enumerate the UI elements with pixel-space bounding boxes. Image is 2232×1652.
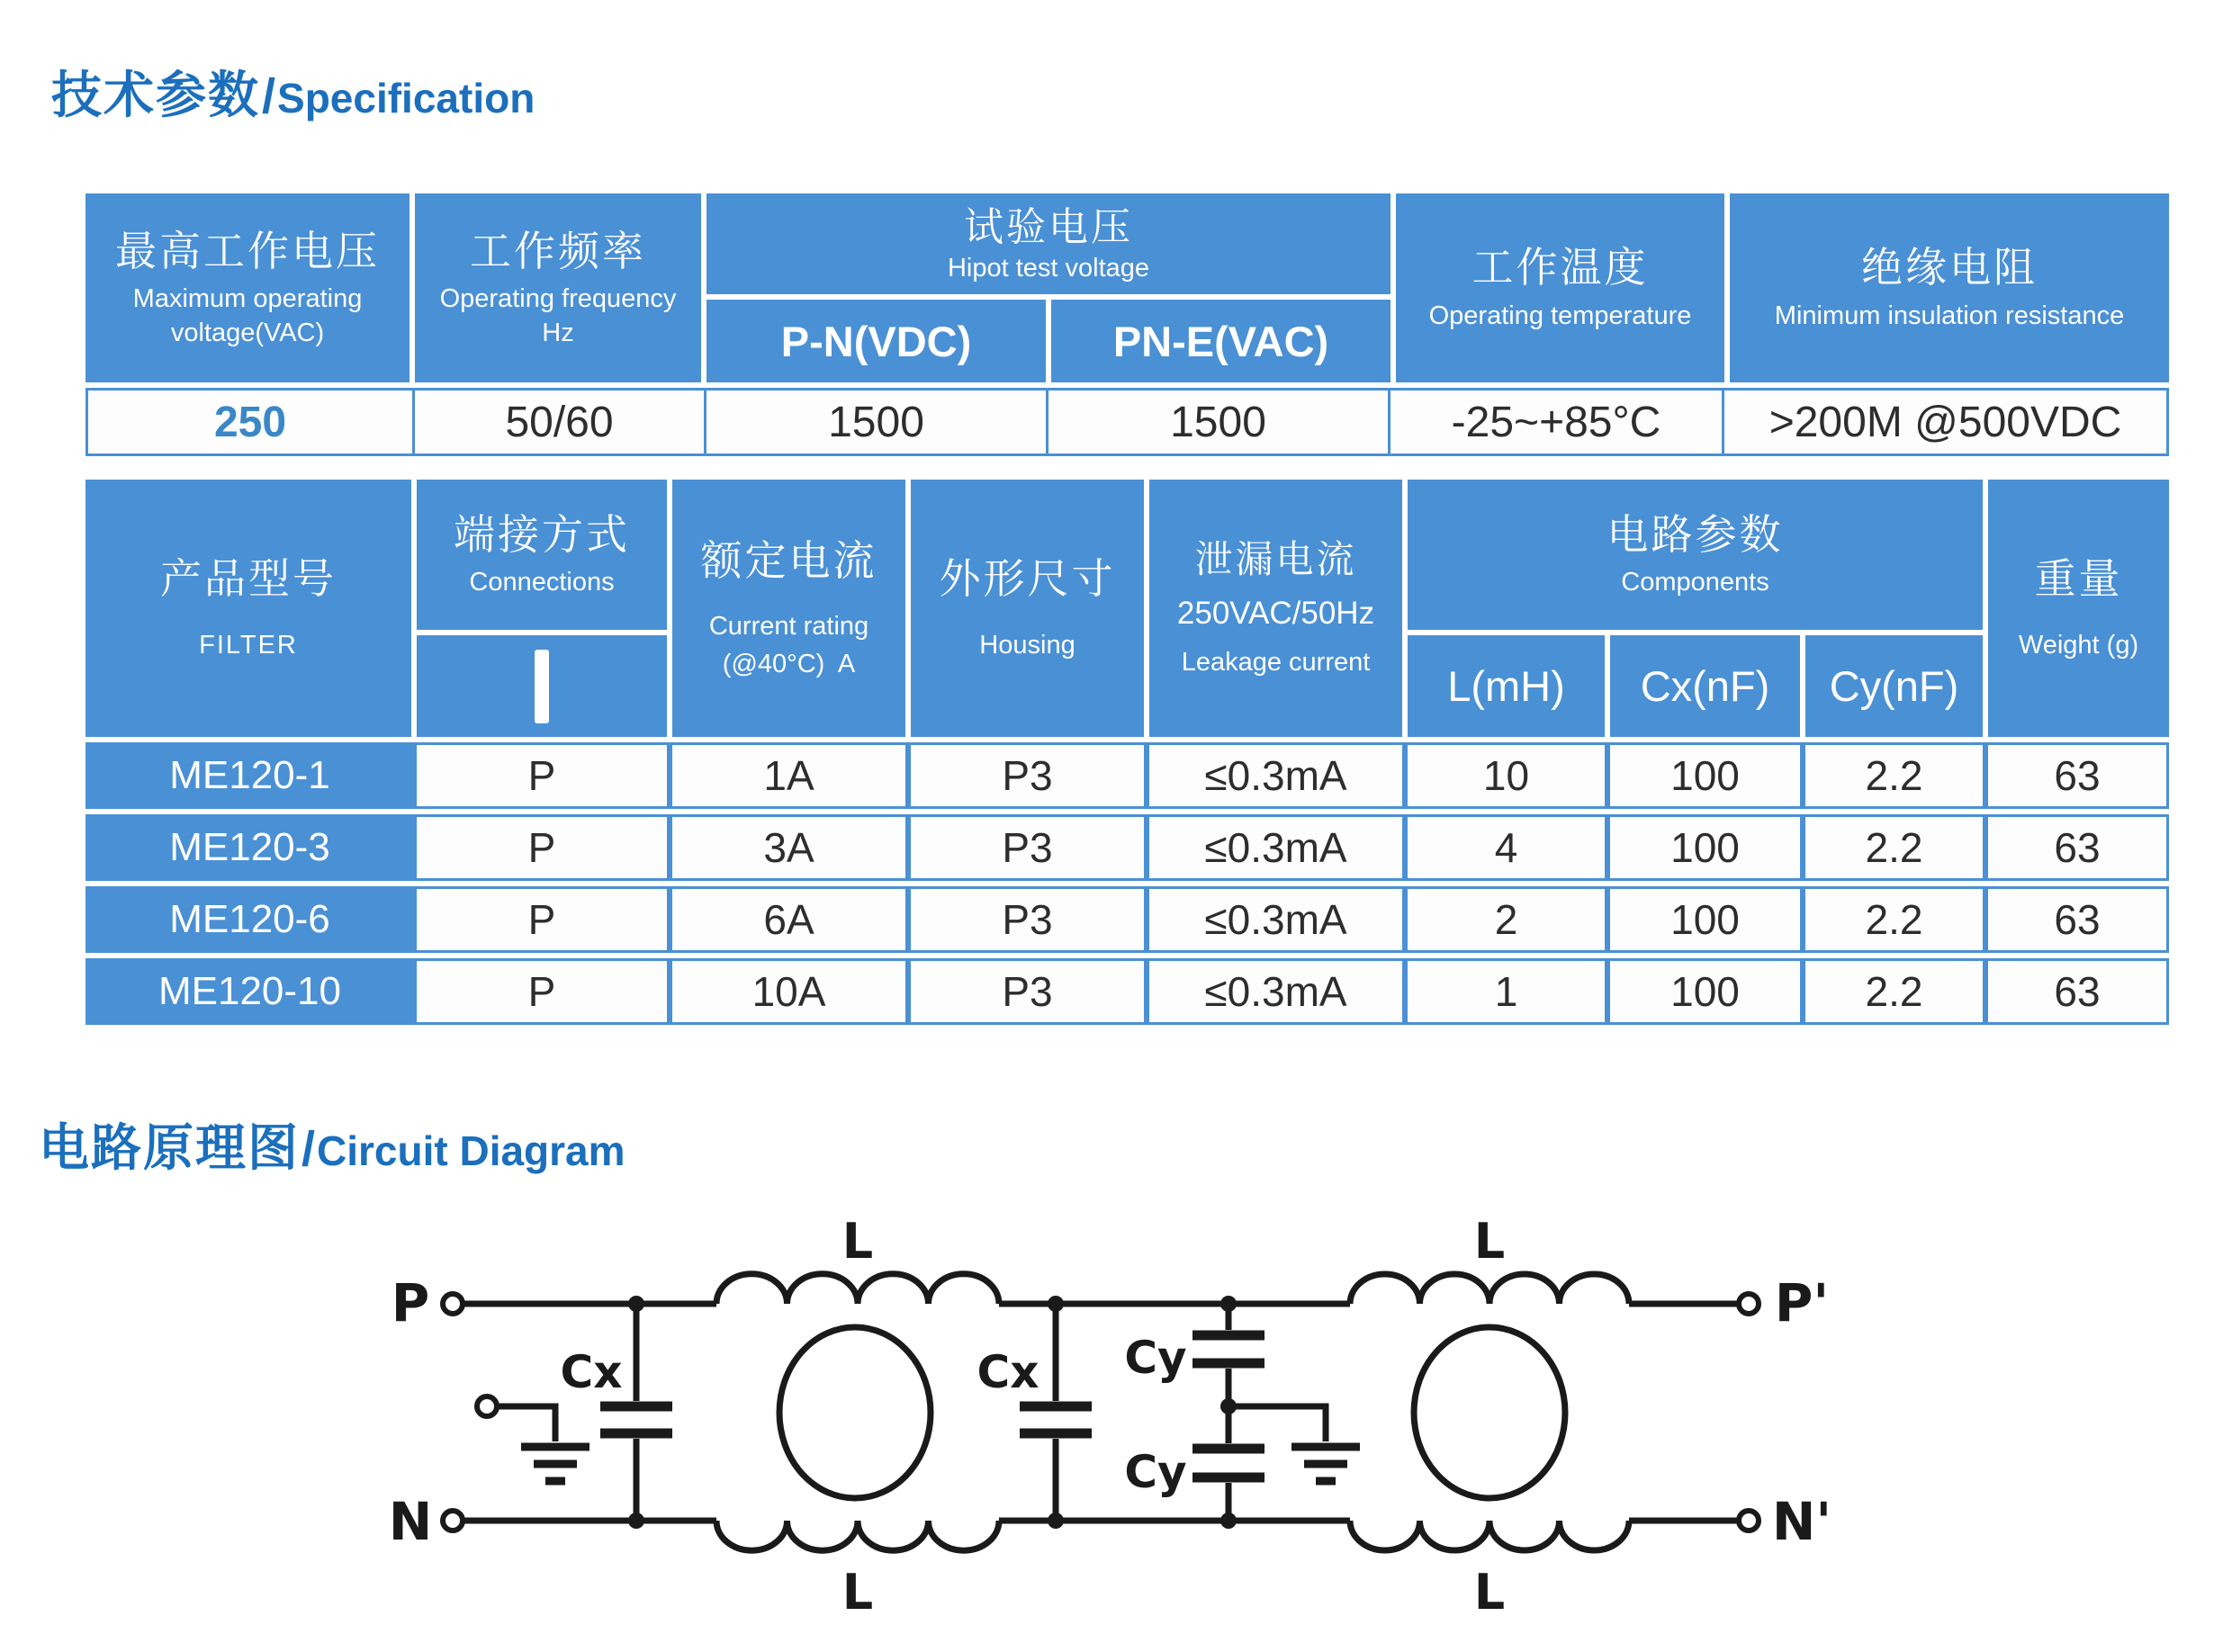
circuit-label-n-out: N' bbox=[1771, 1491, 1832, 1552]
header-cx-nf bbox=[1610, 635, 1800, 737]
value-max-voltage: 250 bbox=[88, 391, 412, 453]
header-label-en: Hipot test voltage bbox=[947, 253, 1150, 283]
models-table-header bbox=[86, 480, 2169, 737]
header-label-en: P-N(VDC) bbox=[780, 317, 972, 365]
terminal-circle-icon bbox=[477, 1396, 497, 1416]
header-current-rating bbox=[672, 480, 905, 737]
cell-leakage: ≤0.3mA bbox=[1147, 886, 1405, 953]
circuit-label-cx: Cx bbox=[560, 1346, 623, 1398]
cell-weight: 63 bbox=[1985, 958, 2169, 1025]
header-label-zh: 端接方式 bbox=[454, 510, 630, 558]
circuit-label-p-in: P bbox=[391, 1272, 430, 1333]
header-pne-vac bbox=[1051, 300, 1390, 382]
circuit-label-l: L bbox=[842, 1564, 874, 1621]
cell-connection: P bbox=[414, 886, 670, 953]
header-label-zh: 外形尺寸 bbox=[939, 555, 1116, 603]
header-pn-vdc bbox=[706, 300, 1046, 382]
header-model bbox=[86, 480, 411, 737]
cell-cx: 100 bbox=[1607, 886, 1803, 953]
terminal-circle-icon bbox=[443, 1511, 463, 1531]
header-label-zh: 工作频率 bbox=[470, 227, 646, 274]
header-frequency bbox=[415, 193, 701, 382]
header-label-zh: 产品型号 bbox=[160, 555, 337, 603]
cell-l: 10 bbox=[1405, 742, 1607, 809]
header-l-mh bbox=[1408, 635, 1605, 737]
cell-connection: P bbox=[414, 742, 670, 809]
cell-model: ME120-10 bbox=[86, 958, 414, 1025]
header-label-en: Current rating bbox=[708, 612, 869, 642]
value-insulation: >200M @500VDC bbox=[1722, 391, 2166, 453]
header-label-en: FILTER bbox=[199, 630, 298, 660]
spec-table-header bbox=[86, 193, 2169, 382]
cell-housing: P3 bbox=[908, 886, 1147, 953]
header-components bbox=[1408, 480, 1983, 630]
cell-l: 4 bbox=[1405, 814, 1607, 881]
circuit-diagram bbox=[378, 1188, 1872, 1652]
cell-model: ME120-3 bbox=[86, 814, 414, 881]
value-pne-vac: 1500 bbox=[1046, 391, 1388, 453]
cell-weight: 63 bbox=[1985, 814, 2169, 881]
header-insulation-resistance bbox=[1730, 193, 2169, 382]
circuit-title-zh: 电路原理图 bbox=[39, 1119, 300, 1176]
header-label-en2: (@40°C) A bbox=[722, 649, 856, 678]
cell-cx: 100 bbox=[1607, 958, 1803, 1025]
header-max-voltage bbox=[86, 193, 410, 382]
header-label-en: Cy(nF) bbox=[1829, 662, 1959, 710]
cell-current: 3A bbox=[670, 814, 908, 881]
models-table-body bbox=[86, 742, 2169, 1025]
header-cy-nf bbox=[1805, 635, 1983, 737]
inductor-coil-top-1 bbox=[716, 1274, 999, 1304]
circuit-label-p-out: P' bbox=[1774, 1272, 1830, 1333]
header-operating-temperature bbox=[1396, 193, 1724, 382]
cell-leakage: ≤0.3mA bbox=[1147, 742, 1405, 809]
spec-section-title bbox=[51, 56, 535, 128]
spec-title-separator: / bbox=[262, 69, 276, 123]
ground-icon bbox=[1292, 1447, 1360, 1481]
value-temperature: -25~+85°C bbox=[1388, 391, 1722, 453]
header-label-en: Operating frequency Hz bbox=[439, 284, 677, 347]
circuit-label-n-in: N bbox=[388, 1491, 433, 1552]
toroid-core-2 bbox=[1414, 1327, 1565, 1498]
cell-current: 10A bbox=[670, 958, 908, 1025]
header-label-en: Components bbox=[1621, 568, 1769, 597]
circuit-label-cy: Cy bbox=[1124, 1446, 1187, 1498]
spec-title-zh: 技术参数 bbox=[51, 67, 260, 123]
circuit-label-cx: Cx bbox=[976, 1346, 1040, 1398]
header-label-en: 250VAC/50Hz bbox=[1176, 595, 1375, 631]
cell-leakage: ≤0.3mA bbox=[1147, 814, 1405, 881]
header-label-zh: 重量 bbox=[2034, 555, 2123, 603]
header-label-zh: 额定电流 bbox=[700, 536, 878, 584]
terminal-circle-icon bbox=[1739, 1294, 1759, 1314]
cell-cy: 2.2 bbox=[1803, 814, 1985, 881]
value-pn-vdc: 1500 bbox=[704, 391, 1046, 453]
header-label-en: Housing bbox=[979, 630, 1076, 660]
cell-l: 2 bbox=[1405, 886, 1607, 953]
header-label-zh: 电路参数 bbox=[1606, 510, 1784, 558]
header-label-en: Maximum operating voltage(VAC) bbox=[132, 284, 363, 347]
header-label-en: L(mH) bbox=[1447, 662, 1565, 710]
vertical-bar-icon bbox=[535, 650, 549, 723]
header-label-en: PN-E(VAC) bbox=[1112, 317, 1329, 365]
cell-leakage: ≤0.3mA bbox=[1147, 958, 1405, 1025]
cell-weight: 63 bbox=[1985, 886, 2169, 953]
cell-l: 1 bbox=[1405, 958, 1607, 1025]
header-leakage-current bbox=[1149, 480, 1402, 737]
header-label-en: Weight (g) bbox=[2018, 630, 2139, 660]
spec-title-en: Specification bbox=[277, 75, 536, 121]
circuit-label-l: L bbox=[1473, 1564, 1506, 1621]
circuit-label-l: L bbox=[1473, 1213, 1506, 1270]
cell-cx: 100 bbox=[1607, 742, 1803, 809]
earth-wire-left bbox=[497, 1406, 555, 1441]
header-housing bbox=[911, 480, 1144, 737]
value-frequency: 50/60 bbox=[412, 391, 704, 453]
circuit-section-title bbox=[39, 1109, 626, 1181]
cell-cy: 2.2 bbox=[1803, 886, 1985, 953]
header-label-en: Connections bbox=[469, 568, 615, 597]
toroid-core-1 bbox=[779, 1327, 931, 1498]
header-label-en: Cx(nF) bbox=[1640, 662, 1770, 710]
circuit-title-separator: / bbox=[302, 1122, 316, 1176]
terminal-circle-icon bbox=[1739, 1511, 1759, 1531]
circuit-title-en: Circuit Diagram bbox=[317, 1127, 626, 1174]
terminal-circle-icon bbox=[443, 1294, 463, 1314]
header-hipot-voltage bbox=[706, 193, 1390, 294]
inductor-coil-top-2 bbox=[1350, 1274, 1629, 1304]
header-label-zh: 最高工作电压 bbox=[115, 227, 380, 274]
header-label-zh: 泄漏电流 bbox=[1194, 538, 1357, 581]
cell-cy: 2.2 bbox=[1803, 958, 1985, 1025]
cell-model: ME120-6 bbox=[86, 886, 414, 953]
cell-cy: 2.2 bbox=[1803, 742, 1985, 809]
inductor-coil-bottom-2 bbox=[1350, 1521, 1629, 1550]
ground-icon bbox=[521, 1447, 590, 1481]
header-connections bbox=[417, 480, 667, 630]
cell-model: ME120-1 bbox=[86, 742, 414, 809]
cell-housing: P3 bbox=[908, 742, 1147, 809]
cell-housing: P3 bbox=[908, 814, 1147, 881]
header-weight bbox=[1988, 480, 2169, 737]
header-label-en: Operating temperature bbox=[1428, 301, 1692, 330]
earth-wire-right bbox=[1228, 1406, 1326, 1441]
header-connection-symbol bbox=[417, 635, 667, 737]
cell-current: 6A bbox=[670, 886, 908, 953]
cell-current: 1A bbox=[670, 742, 908, 809]
spec-table-row bbox=[86, 388, 2169, 456]
cell-connection: P bbox=[414, 814, 670, 881]
header-label-zh: 工作温度 bbox=[1472, 244, 1649, 292]
cell-cx: 100 bbox=[1607, 814, 1803, 881]
cell-weight: 63 bbox=[1985, 742, 2169, 809]
header-label-en2: Leakage current bbox=[1181, 648, 1371, 678]
circuit-label-cy: Cy bbox=[1124, 1332, 1187, 1384]
header-label-zh: 试验电压 bbox=[964, 204, 1133, 249]
header-label-zh: 绝缘电阻 bbox=[1861, 244, 2038, 292]
header-label-en: Minimum insulation resistance bbox=[1774, 301, 2125, 330]
cell-connection: P bbox=[414, 958, 670, 1025]
inductor-coil-bottom-1 bbox=[716, 1521, 999, 1550]
cell-housing: P3 bbox=[908, 958, 1147, 1025]
circuit-label-l: L bbox=[842, 1213, 874, 1270]
